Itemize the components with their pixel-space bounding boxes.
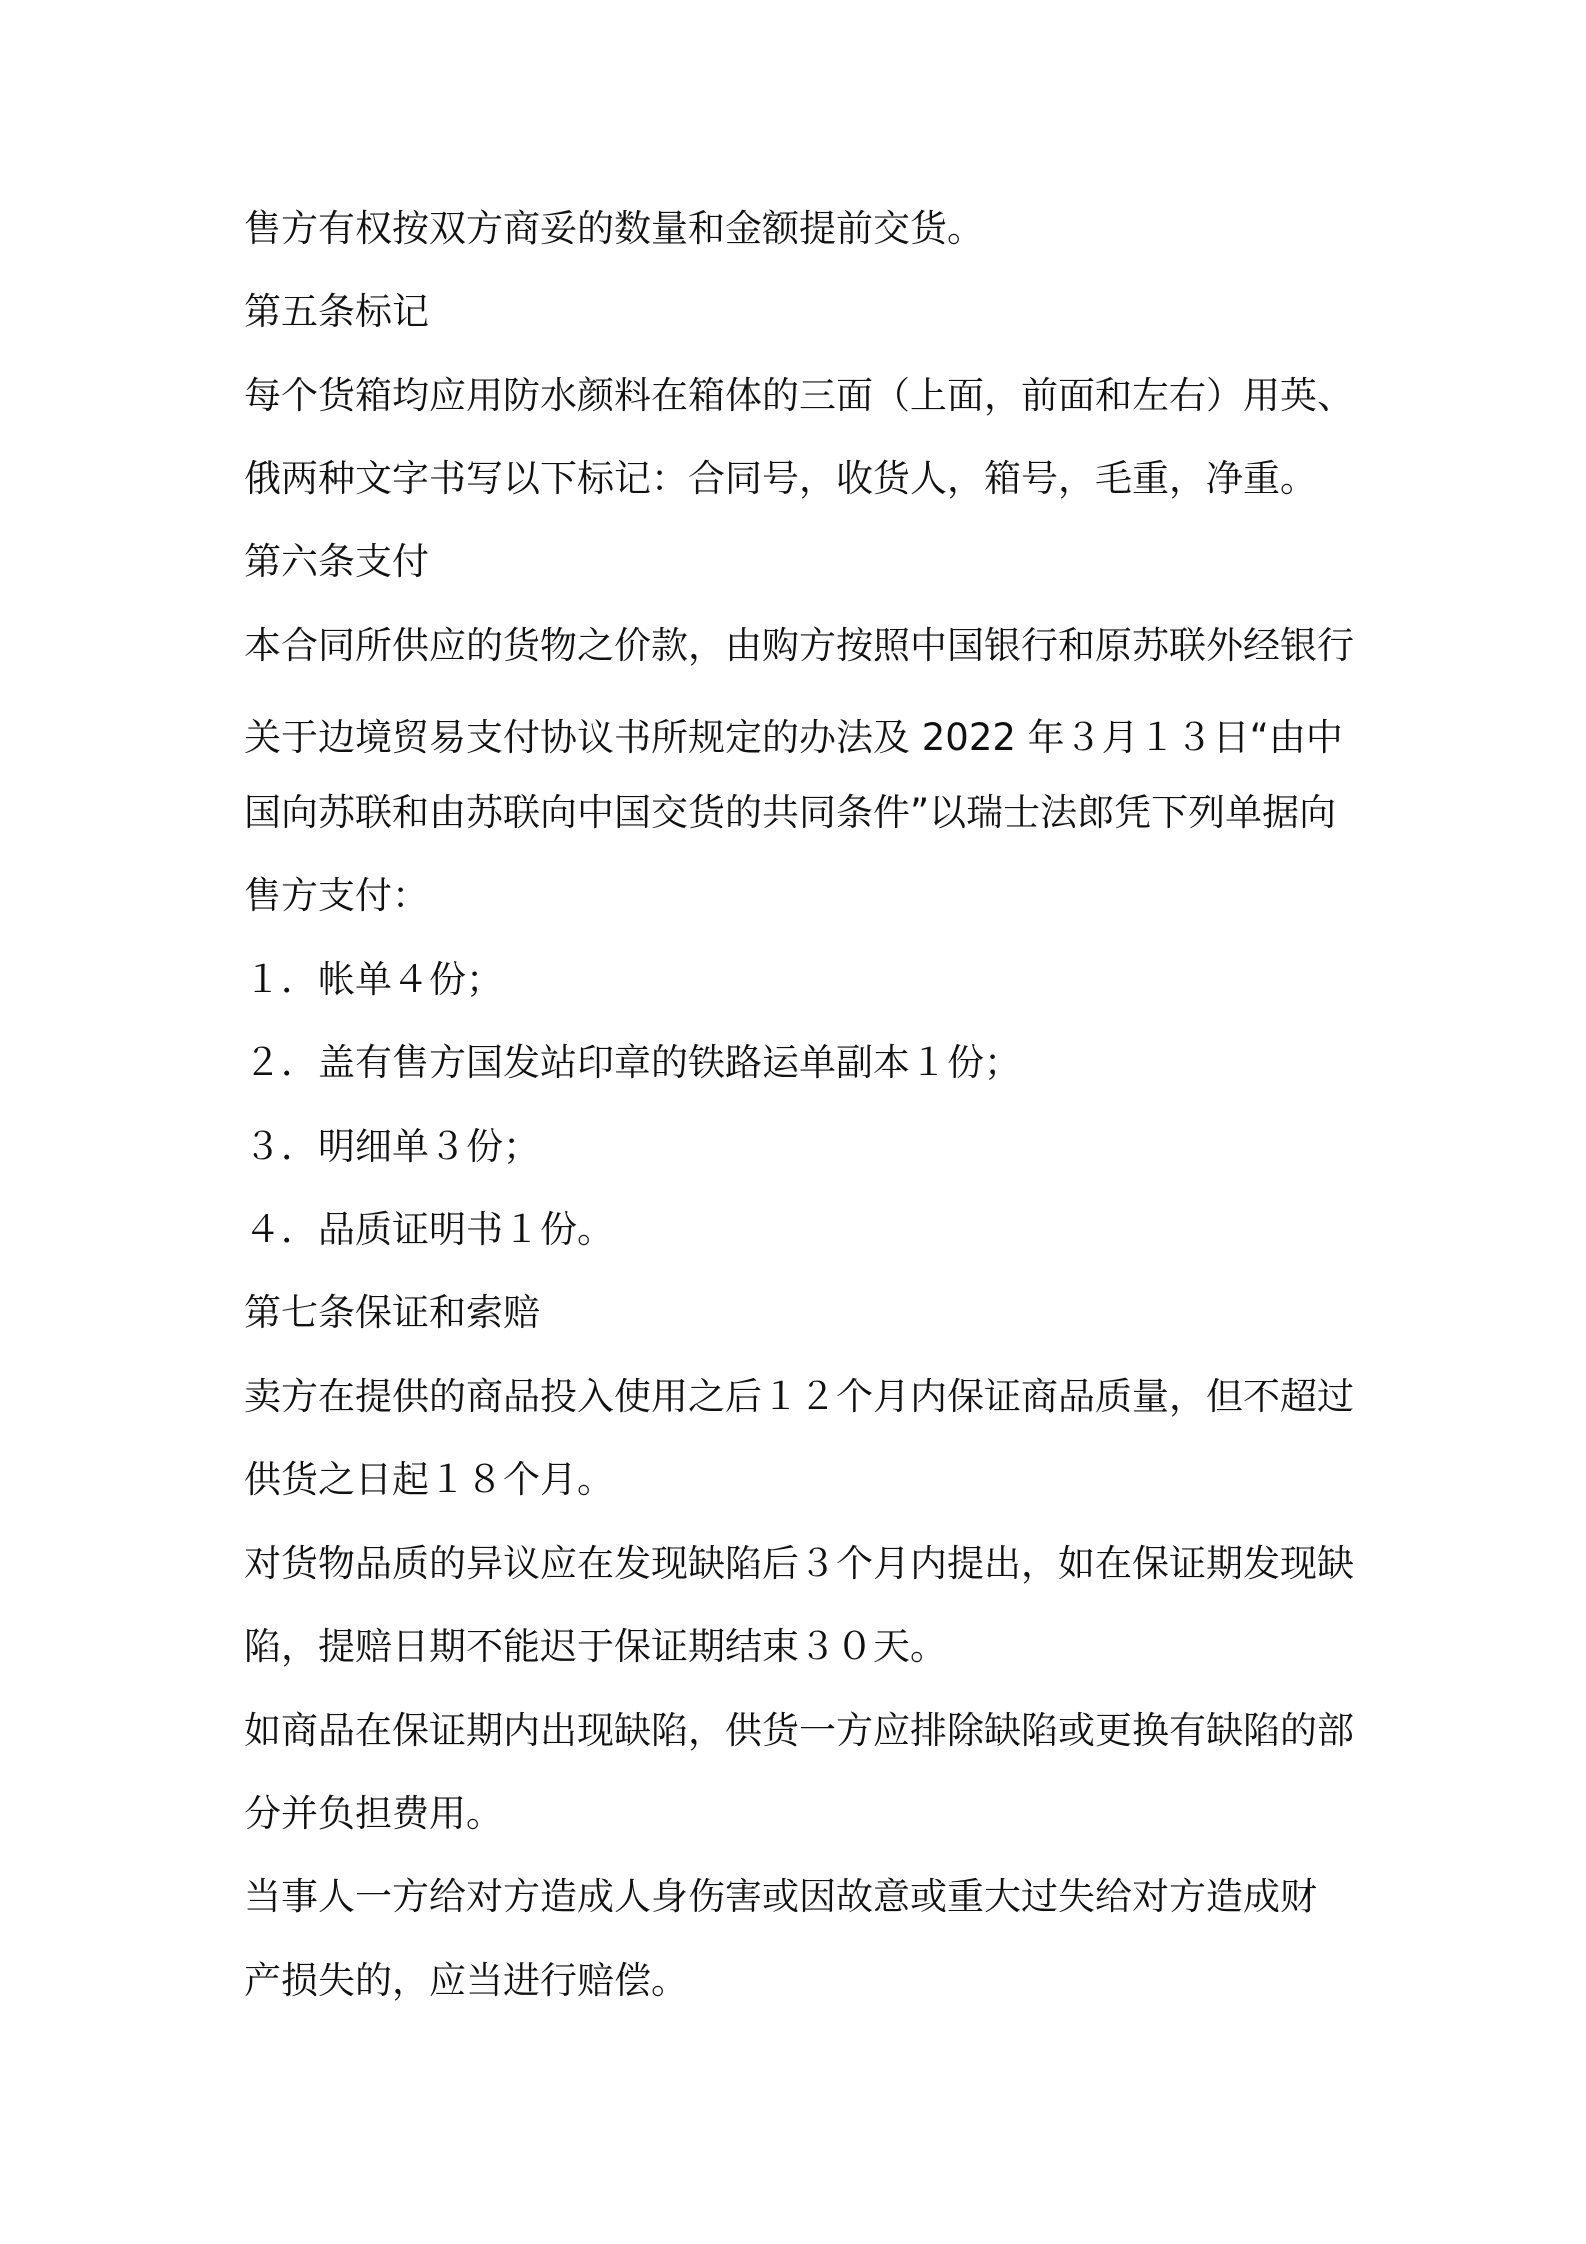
section-heading-article-7: 第七条保证和索赔: [244, 1291, 540, 1334]
list-item: ３．明细单３份；: [244, 1125, 540, 1168]
paragraph-line: 关于边境贸易支付协议书所规定的办法及 2022 年３月１３日“由中: [244, 716, 1343, 759]
paragraph-line: 对货物品质的异议应在发现缺陷后３个月内提出，如在保证期发现缺: [244, 1542, 1354, 1585]
list-item: １．帐单４份；: [244, 958, 503, 1001]
list-item: ２．盖有售方国发站印章的铁路运单副本１份；: [244, 1041, 1021, 1084]
paragraph-line: 每个货箱均应用防水颜料在箱体的三面（上面，前面和左右）用英、: [244, 374, 1354, 417]
paragraph-line: 产损失的，应当进行赔偿。: [244, 1959, 688, 2002]
paragraph-line: 本合同所供应的货物之价款，由购方按照中国银行和原苏联外经银行: [244, 624, 1354, 667]
list-item: ４．品质证明书１份。: [244, 1208, 614, 1251]
paragraph-line: 卖方在提供的商品投入使用之后１２个月内保证商品质量，但不超过: [244, 1375, 1354, 1418]
section-heading-article-5: 第五条标记: [244, 290, 429, 333]
paragraph-line: 国向苏联和由苏联向中国交货的共同条件”以瑞士法郎凭下列单据向: [244, 791, 1337, 834]
paragraph-line: 供货之日起１８个月。: [244, 1458, 614, 1501]
paragraph-line: 售方支付：: [244, 874, 429, 917]
paragraph-line: 分并负担费用。: [244, 1792, 503, 1835]
paragraph-line: 当事人一方给对方造成人身伤害或因故意或重大过失给对方造成财: [244, 1875, 1317, 1918]
paragraph-line: 如商品在保证期内出现缺陷，供货一方应排除缺陷或更换有缺陷的部: [244, 1709, 1354, 1752]
paragraph-line: 陷，提赔日期不能迟于保证期结束３０天。: [244, 1625, 947, 1668]
paragraph-line: 俄两种文字书写以下标记：合同号，收货人，箱号，毛重，净重。: [244, 457, 1317, 500]
section-heading-article-6: 第六条支付: [244, 540, 429, 583]
paragraph-line: 售方有权按双方商妥的数量和金额提前交货。: [244, 207, 984, 250]
